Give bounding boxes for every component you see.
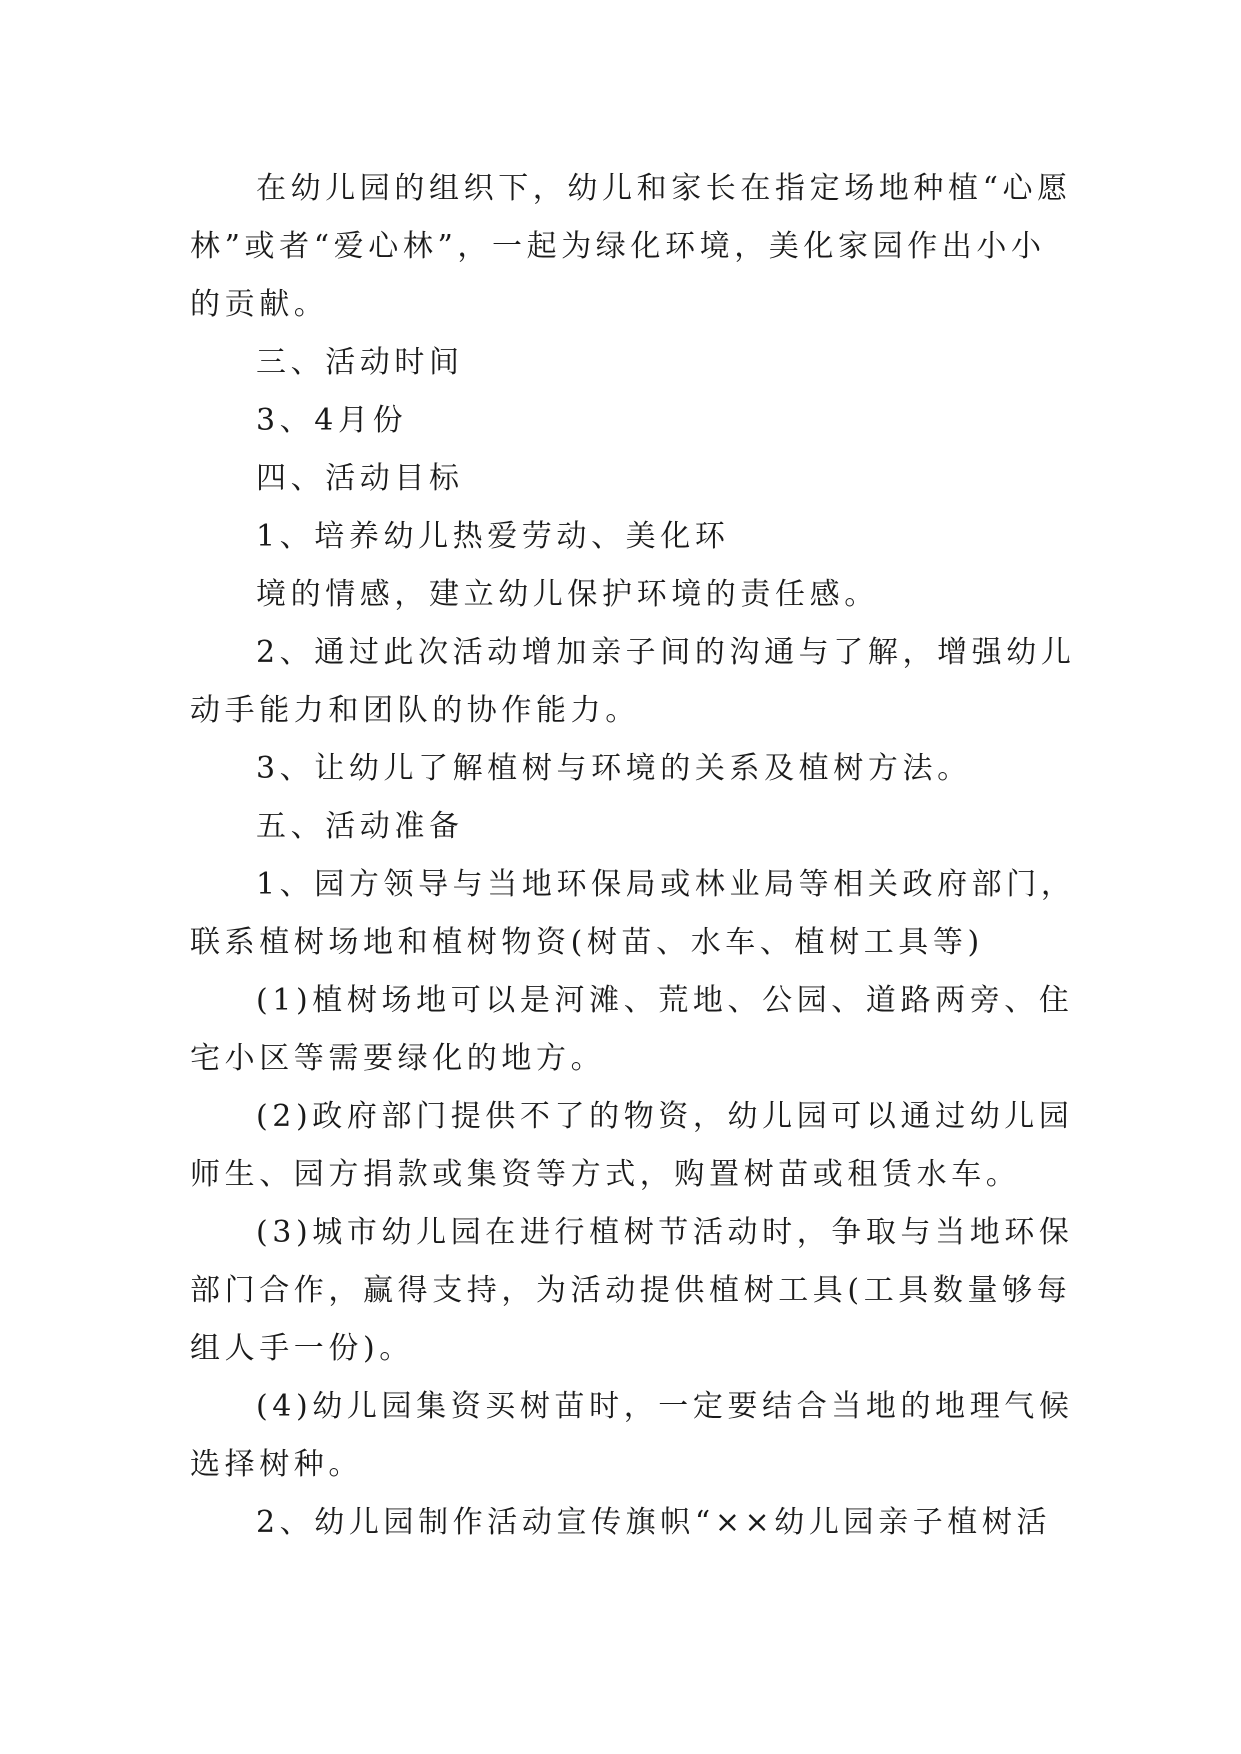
- paragraph-line: 3、4月份: [256, 403, 408, 438]
- paragraph-line: 2、通过此次活动增加亲子间的沟通与了解，增强幼儿: [256, 635, 1076, 670]
- paragraph-line: 林”或者“爱心林”，一起为绿化环境，美化家园作出小小: [190, 229, 1046, 264]
- paragraph-line: (4)幼儿园集资买树苗时，一定要结合当地的地理气候: [256, 1389, 1074, 1424]
- paragraph-line: 3、让幼儿了解植树与环境的关系及植树方法。: [256, 751, 972, 786]
- section-heading: 四、活动目标: [256, 461, 464, 496]
- paragraph-line: 部门合作，赢得支持，为活动提供植树工具(工具数量够每: [190, 1273, 1072, 1308]
- paragraph-line: 选择树种。: [190, 1447, 363, 1482]
- paragraph-line: 2、幼儿园制作活动宣传旗帜“××幼儿园亲子植树活: [256, 1505, 1052, 1540]
- paragraph-line: (2)政府部门提供不了的物资，幼儿园可以通过幼儿园: [256, 1099, 1074, 1134]
- paragraph-line: 联系植树场地和植树物资(树苗、水车、植树工具等): [190, 925, 984, 960]
- paragraph-line: 组人手一份)。: [190, 1331, 414, 1366]
- paragraph-line: 1、培养幼儿热爱劳动、美化环: [256, 519, 730, 554]
- paragraph-line: (3)城市幼儿园在进行植树节活动时，争取与当地环保: [256, 1215, 1074, 1250]
- paragraph-line: 动手能力和团队的协作能力。: [190, 693, 640, 728]
- paragraph-line: 宅小区等需要绿化的地方。: [190, 1041, 606, 1076]
- paragraph-line: 的贡献。: [190, 287, 329, 322]
- paragraph-line: 境的情感，建立幼儿保护环境的责任感。: [256, 577, 879, 612]
- paragraph-line: 在幼儿园的组织下，幼儿和家长在指定场地种植“心愿: [256, 171, 1072, 206]
- section-heading: 三、活动时间: [256, 345, 464, 380]
- paragraph-line: 师生、园方捐款或集资等方式，购置树苗或租赁水车。: [190, 1157, 1021, 1192]
- section-heading: 五、活动准备: [256, 809, 464, 844]
- paragraph-line: 1、园方领导与当地环保局或林业局等相关政府部门，: [256, 867, 1076, 902]
- paragraph-line: (1)植树场地可以是河滩、荒地、公园、道路两旁、住: [256, 983, 1074, 1018]
- document-page: [190, 160, 1076, 1552]
